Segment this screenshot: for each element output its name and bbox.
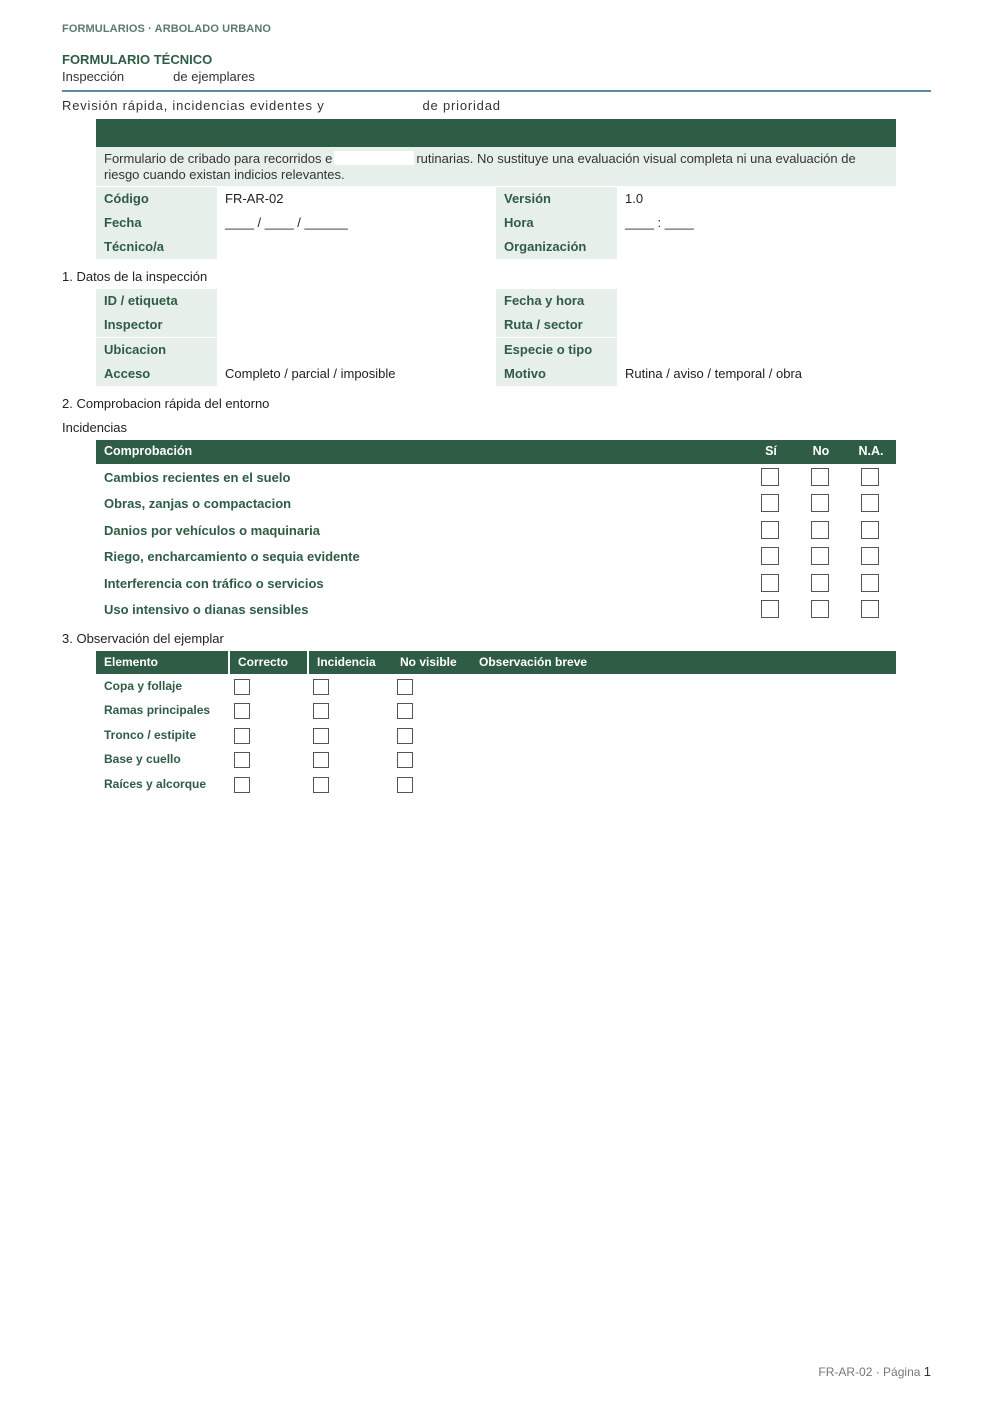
col-si: Sí	[765, 444, 777, 458]
observacion-row-label: Raíces y alcorque	[104, 777, 207, 791]
form-title-part1: Inspección	[62, 69, 125, 84]
section2-title: 2. Comprobacion rápida del entorno	[62, 396, 270, 411]
id-label: ID / etiqueta	[96, 289, 217, 313]
fechahora-label: Fecha y hora	[496, 289, 617, 313]
checkbox-no-visible[interactable]	[397, 728, 413, 744]
organizacion-label: Organización	[496, 235, 617, 259]
ruta-label: Ruta / sector	[496, 313, 617, 337]
checkbox-si[interactable]	[761, 494, 779, 512]
checkbox-si[interactable]	[761, 574, 779, 592]
checkbox-si[interactable]	[761, 600, 779, 618]
checkbox-correcto[interactable]	[234, 703, 250, 719]
header-separator	[307, 651, 309, 674]
observacion-note-field[interactable]	[479, 728, 889, 744]
checkbox-no[interactable]	[811, 494, 829, 512]
acceso-label: Acceso	[96, 362, 217, 386]
observacion-note-field[interactable]	[479, 703, 889, 719]
form-subtitle	[62, 98, 501, 113]
form-type: FORMULARIO TÉCNICO	[62, 52, 213, 67]
motivo-label: Motivo	[496, 362, 617, 386]
hora-label: Hora	[496, 211, 617, 235]
ubicacion-label: Ubicacion	[96, 338, 217, 362]
page-footer	[818, 1364, 931, 1379]
form-title-part2: de ejemplares	[173, 69, 255, 84]
checkbox-incidencia[interactable]	[313, 777, 329, 793]
redaction-mask	[334, 151, 414, 165]
observacion-row-label: Tronco / estipite	[104, 728, 197, 742]
checkbox-no-visible[interactable]	[397, 703, 413, 719]
hora-value[interactable]: ____ : ____	[625, 215, 694, 230]
checkbox-na[interactable]	[861, 547, 879, 565]
checkbox-correcto[interactable]	[234, 679, 250, 695]
version-label: Versión	[496, 187, 617, 211]
checkbox-si[interactable]	[761, 521, 779, 539]
header-divider	[62, 90, 931, 92]
form-title	[62, 69, 255, 84]
checkbox-na[interactable]	[861, 600, 879, 618]
form-category: FORMULARIOS · ARBOLADO URBANO	[62, 23, 272, 35]
footer-text: FR-AR-02 · Página	[818, 1365, 921, 1379]
section3-title: 3. Observación del ejemplar	[62, 631, 224, 646]
checkbox-no[interactable]	[811, 574, 829, 592]
checkbox-correcto[interactable]	[234, 777, 250, 793]
checkbox-na[interactable]	[861, 574, 879, 592]
observacion-note-field[interactable]	[479, 777, 889, 793]
col-no-visible: No visible	[400, 655, 457, 669]
checkbox-no[interactable]	[811, 521, 829, 539]
checkbox-na[interactable]	[861, 521, 879, 539]
checkbox-correcto[interactable]	[234, 728, 250, 744]
checkbox-na[interactable]	[861, 468, 879, 486]
checkbox-no-visible[interactable]	[397, 777, 413, 793]
section1-title: 1. Datos de la inspección	[62, 269, 208, 284]
especie-label: Especie o tipo	[496, 338, 617, 362]
codigo-label: Código	[96, 187, 217, 211]
checkbox-si[interactable]	[761, 468, 779, 486]
incidencia-row-label: Riego, encharcamiento o sequia evidente	[104, 549, 360, 564]
fecha-label: Fecha	[96, 211, 217, 235]
observacion-table-header	[96, 651, 896, 674]
incidencia-row-label: Cambios recientes en el suelo	[104, 470, 291, 485]
page-number: 1	[923, 1364, 931, 1379]
checkbox-incidencia[interactable]	[313, 728, 329, 744]
checkbox-incidencia[interactable]	[313, 752, 329, 768]
acceso-value[interactable]: Completo / parcial / imposible	[225, 366, 396, 381]
intro-text: Formulario de cribado para recorridos e rutinarias. No sustituye una evaluación visual completa ni una evaluación de riesgo cuando existan indicios relevantes.	[104, 151, 856, 182]
section2-subheading: Incidencias	[62, 420, 128, 435]
incidencia-row-label: Obras, zanjas o compactacion	[104, 496, 292, 511]
observacion-note-field[interactable]	[479, 752, 889, 768]
motivo-value[interactable]: Rutina / aviso / temporal / obra	[625, 366, 803, 381]
checkbox-incidencia[interactable]	[313, 703, 329, 719]
observacion-row-label: Base y cuello	[104, 752, 181, 766]
observacion-row-label: Copa y follaje	[104, 679, 183, 693]
inspector-label: Inspector	[96, 313, 217, 337]
checkbox-no[interactable]	[811, 547, 829, 565]
checkbox-no[interactable]	[811, 600, 829, 618]
col-comprobacion: Comprobación	[104, 444, 193, 458]
col-na: N.A.	[858, 444, 884, 458]
checkbox-no-visible[interactable]	[397, 679, 413, 695]
incidencia-row-label: Uso intensivo o dianas sensibles	[104, 602, 309, 617]
intro-header-band	[96, 119, 896, 147]
incidencia-row-label: Danios por vehículos o maquinaria	[104, 523, 320, 538]
version-value[interactable]: 1.0	[625, 191, 644, 206]
col-observacion: Observación breve	[479, 655, 588, 669]
col-elemento: Elemento	[104, 655, 159, 669]
checkbox-incidencia[interactable]	[313, 679, 329, 695]
observacion-note-field[interactable]	[479, 679, 889, 695]
checkbox-no[interactable]	[811, 468, 829, 486]
tecnico-label: Técnico/a	[96, 235, 217, 259]
col-incidencia: Incidencia	[317, 655, 376, 669]
subtitle-part1: Revisión rápida, incidencias evidentes y	[62, 98, 325, 113]
checkbox-correcto[interactable]	[234, 752, 250, 768]
incidencias-table-header	[96, 440, 896, 464]
checkbox-no-visible[interactable]	[397, 752, 413, 768]
codigo-value[interactable]: FR-AR-02	[225, 191, 284, 206]
incidencia-row-label: Interferencia con tráfico o servicios	[104, 576, 324, 591]
intro-box	[96, 147, 896, 186]
header-separator	[228, 651, 230, 674]
checkbox-si[interactable]	[761, 547, 779, 565]
subtitle-part2: de prioridad	[422, 98, 501, 113]
col-no: No	[812, 444, 830, 458]
observacion-row-label: Ramas principales	[104, 703, 211, 717]
checkbox-na[interactable]	[861, 494, 879, 512]
fecha-value[interactable]: ____ / ____ / ______	[225, 215, 348, 230]
col-correcto: Correcto	[238, 655, 289, 669]
